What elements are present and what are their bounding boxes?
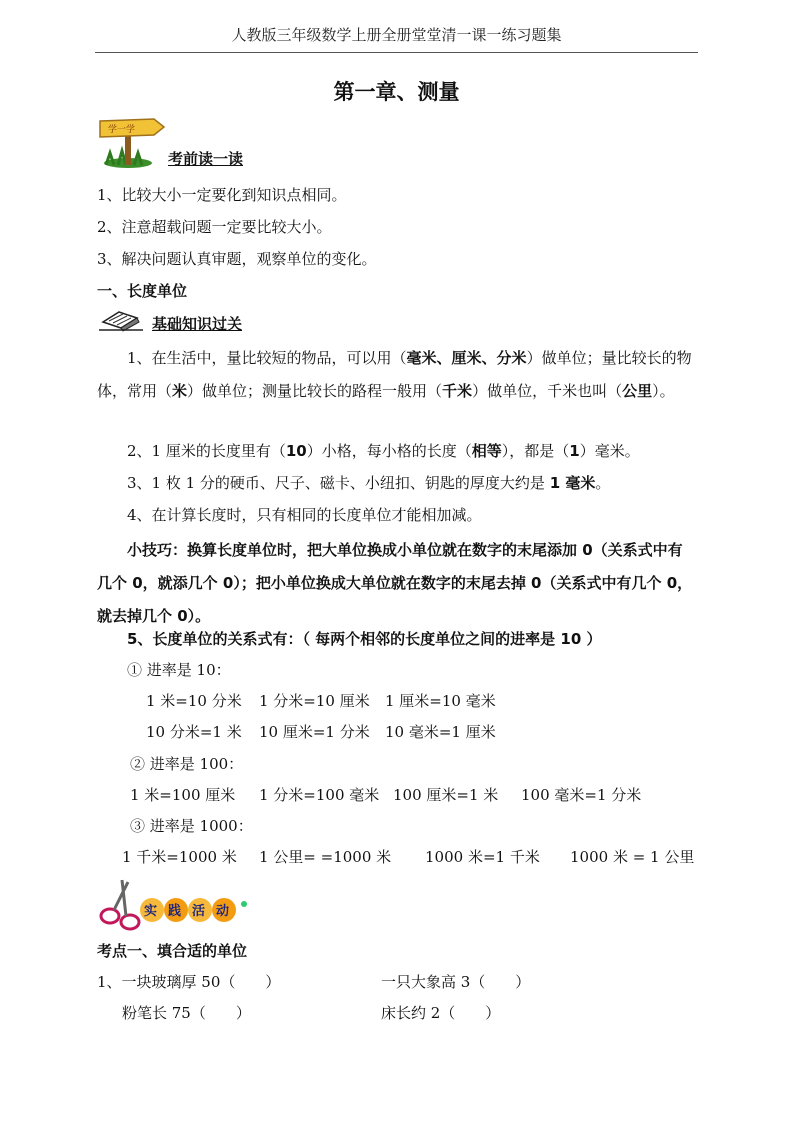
rate10-label: ① 进率是 10： [127,661,231,679]
read-heading: 考前读一读 [168,150,244,168]
practice-activity-badge [96,878,252,932]
section-length-units: 一、长度单位 [97,282,188,300]
rate10-r2-c3: 10 毫米=1 厘米 [385,723,496,741]
svg-text:动: 动 [216,904,230,919]
rate100-c1: 1 米=100 厘米 [130,786,236,804]
svg-text:活: 活 [192,904,206,919]
page-header: 人教版三年级数学上册全册堂堂清一课一练习题集 [231,26,562,44]
paragraph-5: 5、长度单位的关系式有：（ 每两个相邻的长度单位之间的进率是 10 ） [127,630,602,648]
read-item-1: 1、比较大小一定要化到知识点相同。 [97,186,347,204]
q1-item-d: 床长约 2（ ） [381,1004,501,1022]
rate100-label: ② 进率是 100： [130,755,244,773]
read-item-2: 2、注意超载问题一定要比较大小。 [97,218,332,236]
exam-point-1-heading: 考点一、填合适的单位 [97,942,248,960]
rate10-r1-c2: 1 分米=10 厘米 [259,692,370,710]
paragraph-2: 2、1 厘米的长度里有（10）小格，每小格的长度（相等），都是（1）毫米。 [127,442,640,460]
paragraph-3: 3、1 枚 1 分的硬币、尺子、磁卡、小纽扣、钥匙的厚度大约是 1 毫米。 [127,474,611,492]
read-item-3: 3、解决问题认真审题，观察单位的变化。 [97,250,377,268]
signpost-icon [96,113,168,169]
rate10-r2-c1: 10 分米=1 米 [146,723,242,741]
rate10-r1-c3: 1 厘米=10 毫米 [385,692,496,710]
paragraph-4: 4、在计算长度时，只有相同的长度单位才能相加减。 [127,506,482,524]
rate10-r2-c2: 10 厘米=1 分米 [259,723,370,741]
rate1000-c3: 1000 米=1 千米 [425,848,540,866]
scissors-icon [101,880,139,929]
q1-item-c: 粉笔长 75（ ） [122,1004,251,1022]
basic-knowledge-heading: 基础知识过关 [152,315,243,333]
book-icon [97,308,145,332]
rate1000-c4: 1000 米 = 1 公里 [570,848,695,866]
chapter-title: 第一章、测量 [333,80,460,104]
rate100-c2: 1 分米=100 毫米 [259,786,380,804]
paragraph-1: 1、在生活中，量比较短的物品，可以用（毫米、厘米、分米）做单位；量比较长的物体，常用（米）做单位；测量比较长的路程一般用（千米）做单位，千米也叫（公里）。 [97,349,692,400]
tip-paragraph: 小技巧：换算长度单位时，把大单位换成小单位就在数字的末尾添加 0（关系式中有几个 0，就添几个 0）；把小单位换成大单位就在数字的末尾去掉 0（关系式中有几个 0，就去掉几个 0）。 [97,541,693,625]
badge-text: 学一学 [108,125,136,135]
q1-item-b: 一只大象高 3（ ） [381,973,531,991]
rate10-r1-c1: 1 米=10 分米 [146,692,242,710]
rate100-c4: 100 毫米=1 分米 [521,786,642,804]
rate1000-c2: 1 公里= =1000 米 [259,848,392,866]
svg-text:践: 践 [168,904,182,919]
svg-text:实: 实 [144,904,158,919]
q1-item-a: 1、一块玻璃厚 50（ ） [97,973,281,991]
rate1000-label: ③ 进率是 1000： [130,817,253,835]
rate1000-c1: 1 千米=1000 米 [122,848,237,866]
header-divider [95,52,698,53]
rate100-c3: 100 厘米=1 米 [393,786,499,804]
